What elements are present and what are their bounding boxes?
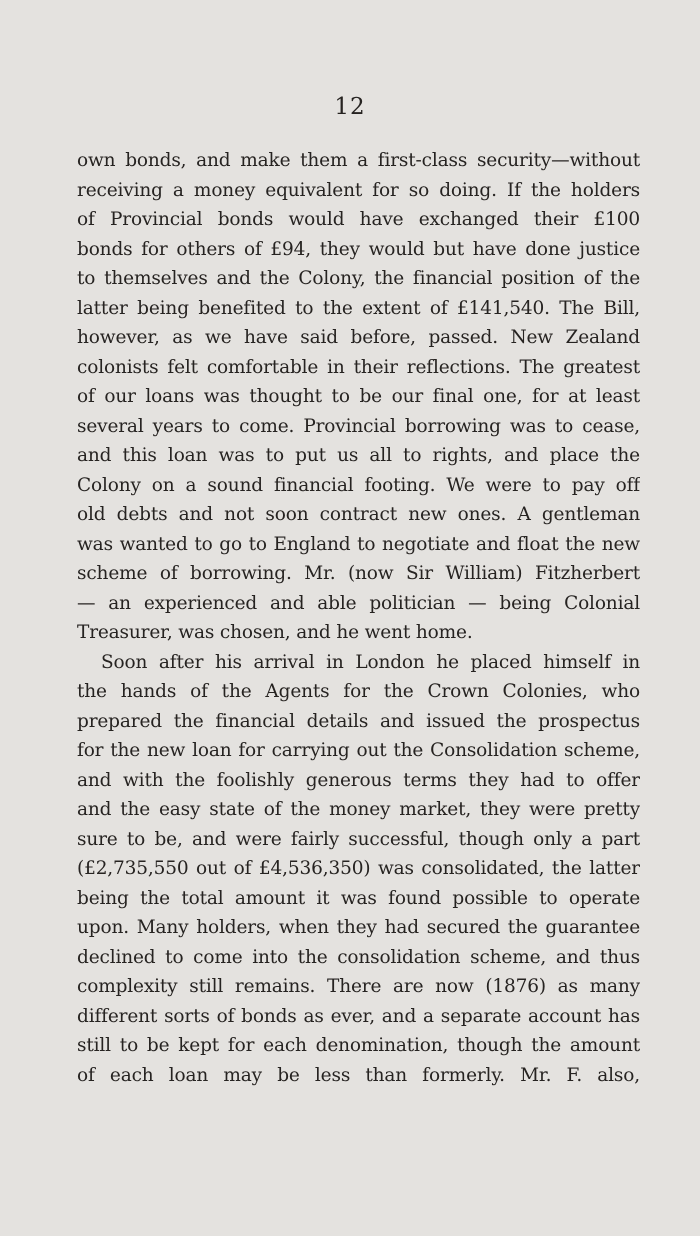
text-line: declined to come into the consolidation scheme, and thus	[77, 946, 640, 968]
text-line: being the total amount it was found possible to operate	[77, 887, 640, 909]
text-line: however, as we have said before, passed. New Zealand	[77, 327, 640, 348]
text-line: receiving a money equivalent for so doing. If the holders	[77, 179, 640, 201]
text-line: bonds for others of £94, they would but have done justice	[77, 238, 640, 260]
text-line: complexity still remains. There are now (1876) as many	[77, 976, 640, 997]
text-line: — an experienced and able politician — being Colonial	[77, 592, 640, 614]
text-line: for the new loan for carrying out the Consolidation scheme,	[77, 740, 640, 761]
body-text	[77, 146, 640, 1090]
text-line: scheme of borrowing. Mr. (now Sir William) Fitzherbert	[77, 563, 640, 584]
text-line: of Provincial bonds would have exchanged their £100	[77, 209, 640, 230]
text-line: of our loans was thought to be our final one, for at least	[77, 386, 640, 407]
text-line: the hands of the Agents for the Crown Colonies, who	[77, 681, 640, 702]
text-line: still to be kept for each denomination, though the amount	[77, 1035, 640, 1056]
paragraph-start-line: Soon after his arrival in London he placed himself in	[101, 651, 640, 673]
text-line: was wanted to go to England to negotiate and float the new	[77, 533, 640, 555]
text-line: (£2,735,550 out of £4,536,350) was consolidated, the latter	[77, 858, 640, 879]
text-line: old debts and not soon contract new ones. A gentleman	[77, 504, 640, 525]
page-number: 12	[334, 94, 366, 120]
text-line: and the easy state of the money market, they were pretty	[77, 799, 640, 820]
text-line: upon. Many holders, when they had secured the guarantee	[77, 917, 640, 938]
text-line: colonists felt comfortable in their reflections. The greatest	[77, 356, 640, 378]
text-line: of each loan may be less than formerly. Mr. F. also,	[77, 1064, 640, 1086]
text-line: several years to come. Provincial borrowing was to cease,	[77, 415, 640, 437]
text-line: and with the foolishly generous terms they had to offer	[77, 769, 640, 791]
text-line: latter being benefited to the extent of £141,540. The Bill,	[77, 297, 640, 319]
paragraph-end-line: Treasurer, was chosen, and he went home.	[77, 622, 473, 643]
text-line: Colony on a sound financial footing. We were to pay off	[77, 474, 640, 496]
text-line: different sorts of bonds as ever, and a separate account has	[77, 1005, 640, 1027]
text-line: and this loan was to put us all to rights, and place the	[77, 445, 640, 466]
text-line: to themselves and the Colony, the financial position of the	[77, 268, 640, 289]
text-line: sure to be, and were fairly successful, though only a part	[77, 828, 640, 850]
text-line: prepared the financial details and issued the prospectus	[77, 710, 640, 732]
text-line: own bonds, and make them a first-class security—without	[77, 150, 640, 171]
